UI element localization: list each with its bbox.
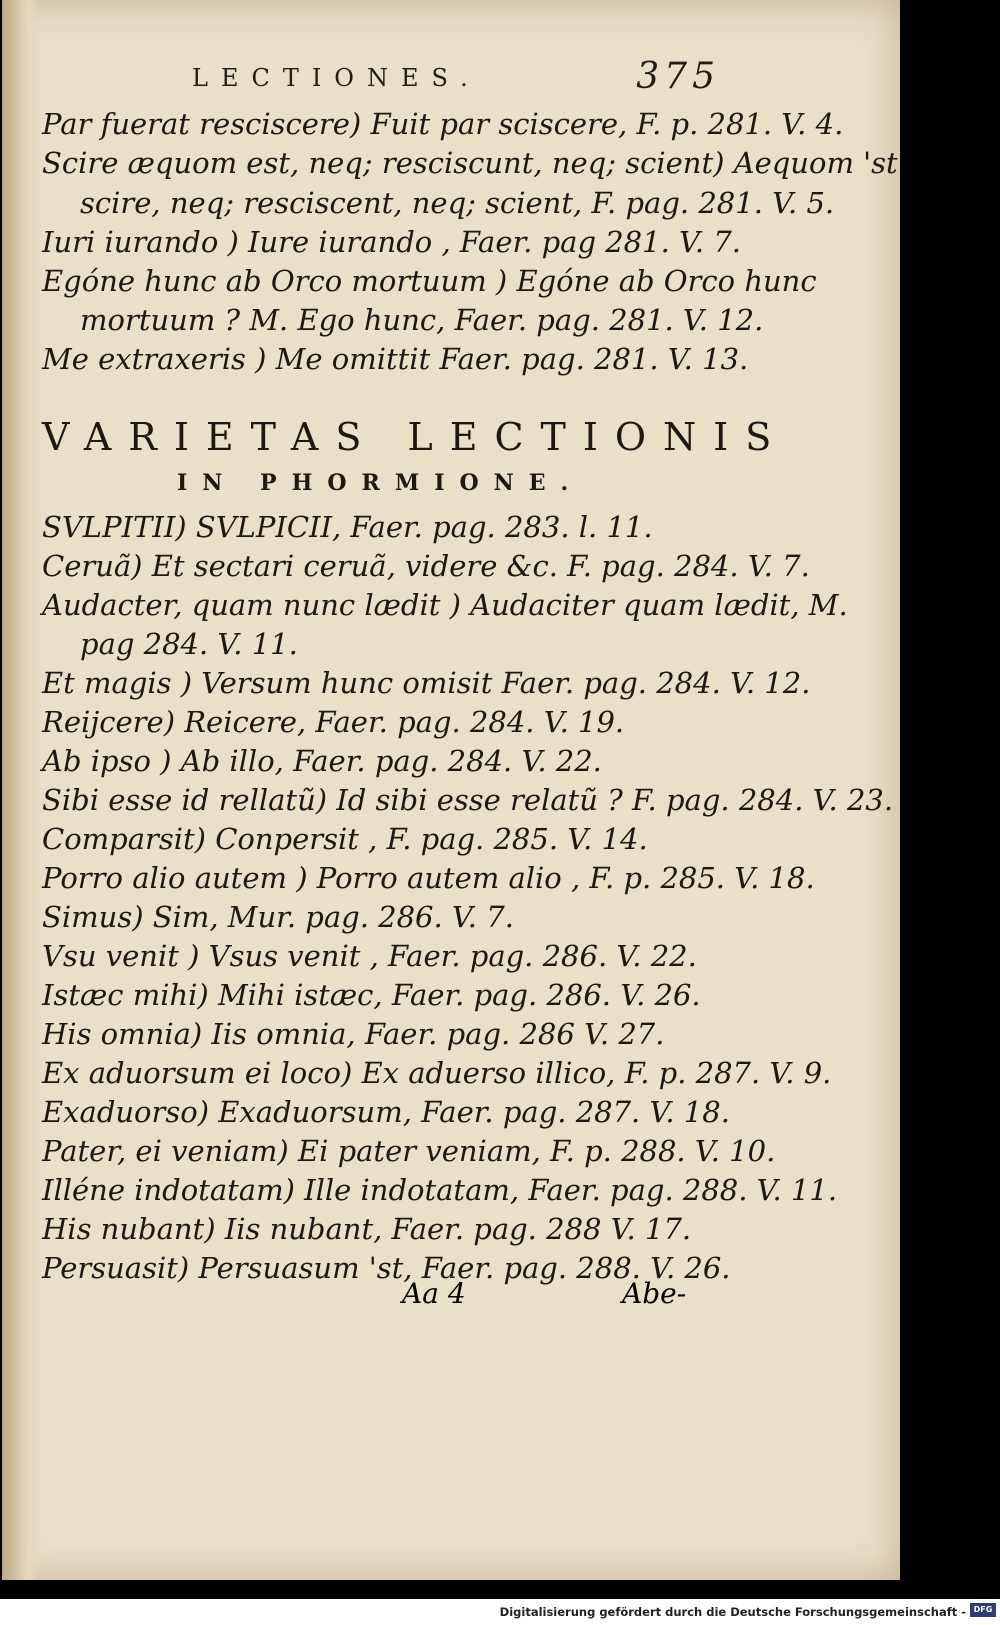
text-line: pag 284. V. 11.: [80, 627, 298, 661]
text-line: Ab ipso ) Ab illo, Faer. pag. 284. V. 22.: [42, 744, 602, 778]
text-line: SVLPITII) SVLPICII, Faer. pag. 283. l. 11.: [42, 510, 653, 544]
dfg-logo-icon: DFG: [970, 1603, 996, 1617]
text-line: Me extraxeris ) Me omittit Faer. pag. 281. V. 13.: [42, 342, 749, 376]
credit-bar: [0, 1599, 1000, 1625]
catchword: Abe-: [622, 1277, 687, 1310]
text-line: Et magis ) Versum hunc omisit Faer. pag. 284. V. 12.: [42, 666, 811, 700]
text-line: Pater, ei veniam) Ei pater veniam, F. p. 288. V. 10.: [42, 1134, 776, 1168]
text-line: Iuri iurando ) Iure iurando , Faer. pag 281. V. 7.: [42, 225, 742, 259]
text-line: Exaduorso) Exaduorsum, Faer. pag. 287. V. 18.: [42, 1095, 730, 1129]
text-line: Par fuerat resciscere) Fuit par sciscere, F. p. 281. V. 4.: [42, 107, 844, 141]
text-line: Istæc mihi) Mihi istæc, Faer. pag. 286. V. 26.: [42, 978, 701, 1012]
text-line: His omnia) Iis omnia, Faer. pag. 286 V. 27.: [42, 1017, 665, 1051]
text-line: Simus) Sim, Mur. pag. 286. V. 7.: [42, 900, 514, 934]
text-line: Ex aduorsum ei loco) Ex aduerso illico, F. p. 287. V. 9.: [42, 1056, 832, 1090]
text-line: scire, neq; resciscent, neq; scient, F. pag. 281. V. 5.: [80, 186, 835, 220]
section-heading: VARIETAS LECTIONIS: [42, 415, 789, 459]
credit-text: Digitalisierung gefördert durch die Deutsche Forschungsgemeinschaft -: [499, 1605, 966, 1619]
section-subheading: IN PHORMIONE.: [177, 470, 584, 496]
text-line: Scire æquom est, neq; resciscunt, neq; scient) Aequom 'st: [42, 146, 898, 180]
text-line: Porro alio autem ) Porro autem alio , F. p. 285. V. 18.: [42, 861, 815, 895]
text-line: Audacter, quam nunc lædit ) Audaciter quam lædit, M.: [42, 588, 848, 622]
text-line: Egóne hunc ab Orco mortuum ) Egóne ab Orco hunc: [42, 264, 817, 298]
running-head: [152, 56, 732, 102]
text-line: Vsu venit ) Vsus venit , Faer. pag. 286. V. 22.: [42, 939, 697, 973]
signature-mark: Aa 4: [402, 1277, 466, 1310]
text-line: Illéne indotatam) Ille indotatam, Faer. pag. 288. V. 11.: [42, 1173, 838, 1207]
text-line: Comparsit) Conpersit , F. pag. 285. V. 14.: [42, 822, 648, 856]
page-gutter: [2, 0, 40, 1580]
book-page: [2, 0, 900, 1580]
text-line: mortuum ? M. Ego hunc, Faer. pag. 281. V. 12.: [80, 303, 764, 337]
text-line: Reijcere) Reicere, Faer. pag. 284. V. 19.: [42, 705, 625, 739]
text-line: Persuasit) Persuasum 'st, Faer. pag. 288. V. 26.: [42, 1251, 731, 1285]
page-number: 375: [636, 56, 720, 97]
text-line: Ceruã) Et sectari ceruã, videre &c. F. pag. 284. V. 7.: [42, 549, 810, 583]
text-line: His nubant) Iis nubant, Faer. pag. 288 V. 17.: [42, 1212, 692, 1246]
text-line: Sibi esse id rellatũ) Id sibi esse relatũ ? F. pag. 284. V. 23.: [42, 783, 894, 817]
running-title: LECTIONES.: [192, 64, 481, 92]
